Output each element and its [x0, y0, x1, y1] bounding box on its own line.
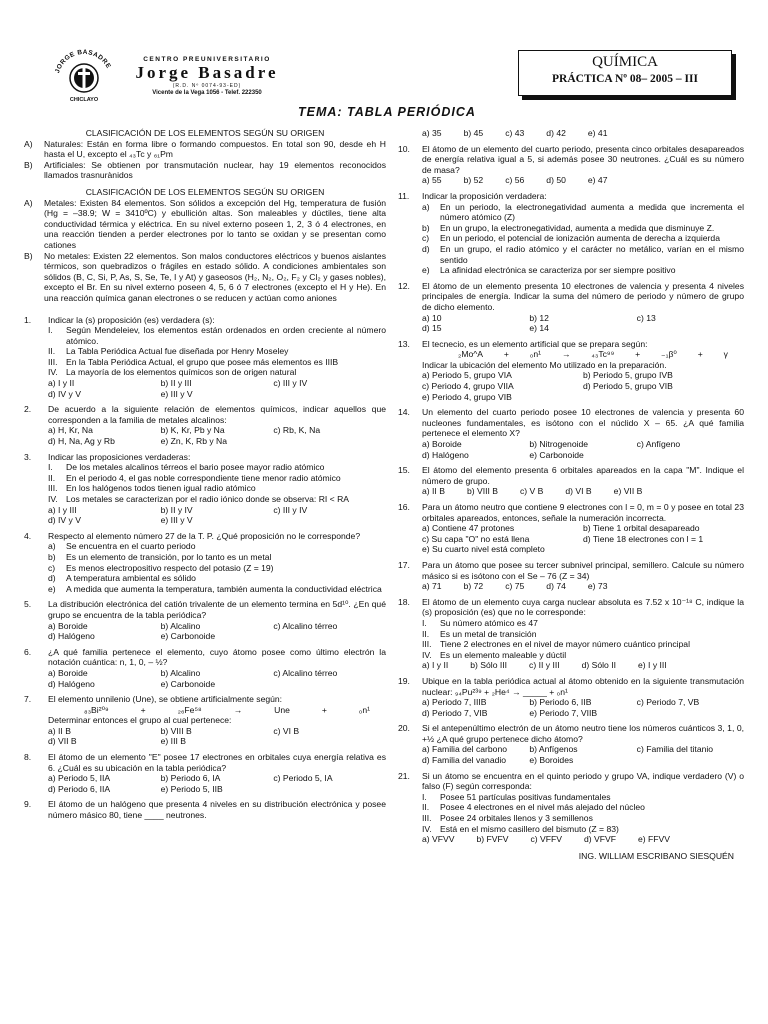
question-16: 16. Para un átomo neutro que contiene 9 electrones con l = 0, m = 0 y posee en total 23 orbitales apareados, entonces, señale la numeración incorrecta. a) Contiene 47 protones b) Tiene 1 orbital desapareado c) Su capa "O" no está llena d) Tiene 18 electrones con l = 1 e) Su cuarto nivel está completo — [398, 502, 744, 555]
institute-name: Jorge Basadre — [135, 63, 279, 82]
institute-small-label: CENTRO PREUNIVERSITARIO — [143, 56, 271, 63]
nuclear-reaction: ₂Mo^A + ₀n¹ → ₄₃Tc⁹⁹ + ₋₁β⁰ + γ — [458, 349, 728, 360]
svg-text:JORGE BASADRE: JORGE BASADRE — [53, 48, 112, 75]
answer-options: a) I y II b) Sólo III c) II y III d) Sólo II e) I y III — [422, 660, 667, 671]
institute-rd: (R.D. Nº 0074-93-ED) — [172, 83, 242, 89]
definition-item: A) Naturales: Están en forma libre o formando compuestos. En total son 90, desde eh H hasta el U, excepto el ₄₃Tc y ₆₁Pm — [24, 138, 386, 160]
answer-options: a) Boroide b) Alcalino c) Alcalino térreo d) Halógeno e) Carbonoide — [48, 620, 338, 642]
section-title: CLASIFICACIÓN DE LOS ELEMENTOS SEGÚN SU ORIGEN — [85, 128, 325, 138]
answer-options: a) Periodo 7, IIIB b) Periodo 6, IIB c) Periodo 7, VB d) Periodo 7, VIB e) Periodo 7, VIIB — [422, 697, 700, 718]
definition-item: A) Metales: Existen 84 elementos. Son sólidos a excepción del Hg, temperatura de fusión (Hg = –38.9; W = 3410ºC) y ebullición altas. Son maleables y dúctiles, tiene alta conductividad térmica y eléctrica. En su nivel externo poseen 1, 2, 3 ó 4 electrones, en una reacción tienden a perder electrones por lo tanto se oxidan y se presentan como cationes — [24, 197, 386, 250]
answer-options: a) II B b) VIII B c) VI B d) VII B e) III B — [48, 725, 300, 747]
answer-options: a) 71 b) 72 c) 75 d) 74 e) 73 — [422, 581, 608, 592]
institute-address: Vicente de la Vega 1056 - Telef. 222350 — [152, 90, 262, 96]
answer-options: a) Contiene 47 protones b) Tiene 1 orbital desapareado c) Su capa "O" no está llena d) Tiene 18 electrones con l = 1 e) Su cuarto nivel está completo — [422, 523, 704, 555]
nuclear-reaction: ₈₃Bi²⁰⁹ + ₂₆Fe⁵⁸ → Une + ₀n¹ — [84, 704, 370, 715]
question-10: 10. El átomo de un elemento del cuarto periodo, presenta cinco orbitales desapareados de energía relativa igual a 5, si además posee 30 neutrones. ¿Cuál es su número de masa? a) 55 b) 52 c) 56 d) 50 e) 47 — [398, 143, 744, 186]
answer-options: a) Periodo 5, IIA b) Periodo 6, IA c) Periodo 5, IA d) Periodo 6, IIA e) Periodo 5, IIB — [48, 773, 333, 794]
practice-title-box — [518, 50, 732, 96]
question-4: 4. Respecto al elemento número 27 de la T. P. ¿Qué proposición no le corresponde? a) Se encuentra en el cuarto periodo b) Es un elemento de transición, por lo tanto es un metal c) Es menos electropositivo respecto del potasio (Z = 19) d) A temperatura ambiental es sólido e) A medida que aumenta la temperatura, también aumenta la conductividad eléctrica — [24, 530, 382, 594]
answer-options: a) VFVV b) FVFV c) VFFV d) VFVF e) FFVV — [422, 834, 670, 845]
question-19: 19. Ubique en la tabla periódica actual al átomo obtenido en la siguiente transmutación nuclear: ₉₄Pu²³⁹ + ₂He⁴ → _____ + ₀n¹ a) Periodo 7, IIIB b) Periodo 6, IIB c) Periodo 7, VB d) Periodo 7, VIB e) Periodo 7, VIIB — [398, 675, 744, 718]
svg-text:CHICLAYO: CHICLAYO — [69, 97, 99, 102]
answer-options: a) 55 b) 52 c) 56 d) 50 e) 47 — [422, 175, 608, 186]
right-column — [398, 128, 744, 861]
answer-options-q9: a) 35 b) 45 c) 43 d) 42 e) 41 — [422, 128, 608, 138]
practice-number: PRÁCTICA Nº 08– 2005 – III — [552, 73, 698, 85]
question-8: 8. El átomo de un elemento "E" posee 17 electrones en orbitales cuya energía relativa es 6. ¿Cuál es su ubicación en la tabla periódica? a) Periodo 5, IIA b) Periodo 6, IA c) Periodo 5, IA d) Periodo 6, IIA e) Periodo 5, IIB — [24, 752, 386, 794]
answer-options: a) Boroide b) Alcalino c) Alcalino térreo d) Halógeno e) Carbonoide — [48, 667, 338, 689]
answer-options: a) Periodo 5, grupo VIA b) Periodo 5, grupo IVB c) Periodo 4, grupo VIIA d) Periodo 5, grupo VIB e) Periodo 4, grupo VIB — [422, 370, 673, 402]
question-1: 1. Indicar la (s) proposición (es) verdadera (s): I. Según Mendeleiev, los elementos están ordenados en orden creciente al número atómico. II. La Tabla Periódica Actual fue diseñada por Henry Moseley III. En la Tabla Periódica Actual, el grupo que posee más elementos es IIIB IV. La mayoría de los elementos químicos son de origen natural a) I y II b) II y III c) III y IV d) IV y V e) III y V — [24, 314, 386, 399]
question-11: 11. Indicar la proposición verdadera: a) En un periodo, la electronegatividad aumenta a medida que incrementa el número atómico (Z) b) En un grupo, la electronegatividad, aumenta a medida que disminuye Z. c) En un periodo, el potencial de ionización aumenta de derecha a izquierda d) En un grupo, el radio atómico y el carácter no metálico, varían en el mismo sentido e) La afinidad electrónica se caracteriza por ser siempre positivo — [398, 190, 744, 276]
answer-options: a) I y III b) II y IV c) III y IV d) IV y V e) III y V — [48, 504, 308, 526]
answer-options: a) H, Kr, Na b) K, Kr, Pb y Na c) Rb, K, Na d) H, Na, Ag y Rb e) Zn, K, Rb y Na — [48, 425, 321, 447]
definition-item: B) No metales: Existen 22 elementos. Son malos conductores eléctricos y buenos aislantes térmicos, son quebradizos o frágiles en estado sólido. A condiciones ambientales son sólidos (B, C, Si, P, As, S, Se, Te, I y At) y gaseosos (H₂, N₂, O₂, F₂ y Cl₂ y gases nobles), excepto el Br. En su nivel externo poseen 4, 5, 6 ó 7 electrones (excepto el H y He). En una reacción química ganan electrones o se reducen y actúan como aniones — [24, 250, 386, 303]
question-12: 12. El átomo de un elemento presenta 10 electrones de valencia y presenta 4 niveles principales de energía. Indicar la suma del número de periodo y número de grupo de dicho elemento. a) 10 b) 12 c) 13 d) 15 e) 14 — [398, 280, 744, 334]
author-signature: ING. WILLIAM ESCRIBANO SIESQUÉN — [578, 850, 734, 861]
question-18: 18. El átomo de un elemento cuya carga nuclear absoluta es 7.52 x 10⁻¹⁸ C, indique la (s) proposición (es) que no le corresponde: I. Su número atómico es 47 II. Es un metal de transición III. Tiene 2 electrones en el nivel de mayor número cuántico principal IV. Es un elemento maleable y dúctil a) I y II b) Sólo III c) II y III d) Sólo II e) I y III — [398, 596, 744, 671]
answer-options: a) Boroide b) Nitrogenoide c) Anfígeno d) Halógeno e) Carbonoide — [422, 439, 681, 460]
question-15: 15. El átomo del elemento presenta 6 orbitales apareados en la capa "M". Indique el número de grupo. a) II B b) VIII B c) V B d) VI B e) VII B — [398, 465, 744, 497]
question-6: 6. ¿A qué familia pertenece el elemento, cuyo átomo posee como último electrón la notación cuántica: n, 1, 0, – ½? a) Boroide b) Alcalino c) Alcalino térreo d) Halógeno e) Carbonoide — [24, 646, 386, 689]
answer-options: a) I y II b) II y III c) III y IV d) IV y V e) III y V — [48, 378, 308, 399]
answer-options: a) Familia del carbono b) Anfígenos c) Familia del titanio d) Familia del vanadio e) Boroides — [422, 744, 714, 766]
section-title: CLASIFICACIÓN DE LOS ELEMENTOS SEGÚN SU ORIGEN — [85, 186, 325, 197]
answer-options: a) II B b) VIII B c) V B d) VI B e) VII B — [422, 486, 643, 497]
question-7: 7. El elemento unnilenio (Une), se obtiene artificialmente según: ₈₃Bi²⁰⁹ + ₂₆Fe⁵⁸ → Une + ₀n¹ Determinar entonces el grupo al cual pertenece: a) II B b) VIII B c) VI B d) VII B e) III B — [24, 694, 386, 747]
definition-item: B) Artificiales: Se obtienen por transmutación nuclear, hay 19 elementos reconocidos llamados trasnurànidos — [24, 159, 386, 181]
subject-title: QUÍMICA — [592, 54, 658, 70]
question-14: 14. Un elemento del cuarto periodo posee 10 electrones de valencia y presenta 60 nucleones fundamentales, es isótono con el núclido X – 65. ¿A qué familia pertenece el elemento X? a) Boroide b) Nitrogenoide c) Anfígeno d) Halógeno e) Carbonoide — [398, 407, 744, 460]
question-13: 13. El tecnecio, es un elemento artificial que se prepara según: ₂Mo^A + ₀n¹ → ₄₃Tc⁹⁹ + ₋₁β⁰ + γ Indicar la ubicación del elemento Mo utilizado en la preparación. a) Periodo 5, grupo VIA b) Periodo 5, grupo IVB c) Periodo 4, grupo VIIA d) Periodo 5, grupo VIB e) Periodo 4, grupo VIB — [398, 339, 744, 403]
institute-brand — [112, 56, 302, 96]
answer-options: a) 10 b) 12 c) 13 d) 15 e) 14 — [422, 312, 656, 334]
left-column — [24, 128, 386, 821]
question-3: 3. Indicar las proposiciones verdaderas: I. De los metales alcalinos térreos el bario posee mayor radio atómico II. En el periodo 4, el gas noble correspondiente tiene menor radio atómico III. En los halógenos todos tienen igual radio atómico IV. Los metales se caracterizan por el radio iónico donde se observa: RI < RA a) I y III b) II y IV c) III y IV d) IV y V e) III y V — [24, 452, 386, 526]
topic-title: TEMA: TABLA PERIÓDICA — [298, 105, 476, 119]
question-20: 20. Si el antepenúltimo electrón de un átomo neutro tiene los números cuánticos 3, 1, 0, +½ ¿A qué grupo pertenece dicho átomo? a) Familia del carbono b) Anfígenos c) Familia del titanio d) Familia del vanadio e) Boroides — [398, 723, 744, 766]
question-9: 9. El átomo de un halógeno que presenta 4 niveles en su distribución electrónica y posee número másico 80, tiene ____ neutrones. — [24, 799, 386, 821]
question-5: 5. La distribución electrónica del catión trivalente de un elemento termina en 5d¹⁰. ¿En qué grupo se encuentra de la tabla periódica? a) Boroide b) Alcalino c) Alcalino térreo d) Halógeno e) Carbonoide — [24, 599, 386, 642]
question-17: 17. Para un átomo que posee su tercer subnivel principal, semillero. Calcule su número másico si es isótono con el Se – 76 (Z = 34) a) 71 b) 72 c) 75 d) 74 e) 73 — [398, 559, 744, 592]
question-2: 2. De acuerdo a la siguiente relación de elementos químicos, indicar aquellos que corresponden a la familia de metales alcalinos: a) H, Kr, Na b) K, Kr, Pb y Na c) Rb, K, Na d) H, Na, Ag y Rb e) Zn, K, Rb y Na — [24, 404, 386, 447]
question-21: 21. Si un átomo se encuentra en el quinto periodo y grupo VA, indique verdadero (V) o falso (F) según corresponda: I. Posee 51 partículas positivas fundamentales II. Posee 4 electrones en el nivel más alejado del núcleo III. Posee 24 orbitales llenos y 3 semillenos IV. Está en el mismo casillero del bismuto (Z = 83) a) VFVV b) FVFV c) VFFV d) VFVF e) FFVV — [398, 770, 744, 845]
institute-logo-icon — [48, 44, 120, 102]
